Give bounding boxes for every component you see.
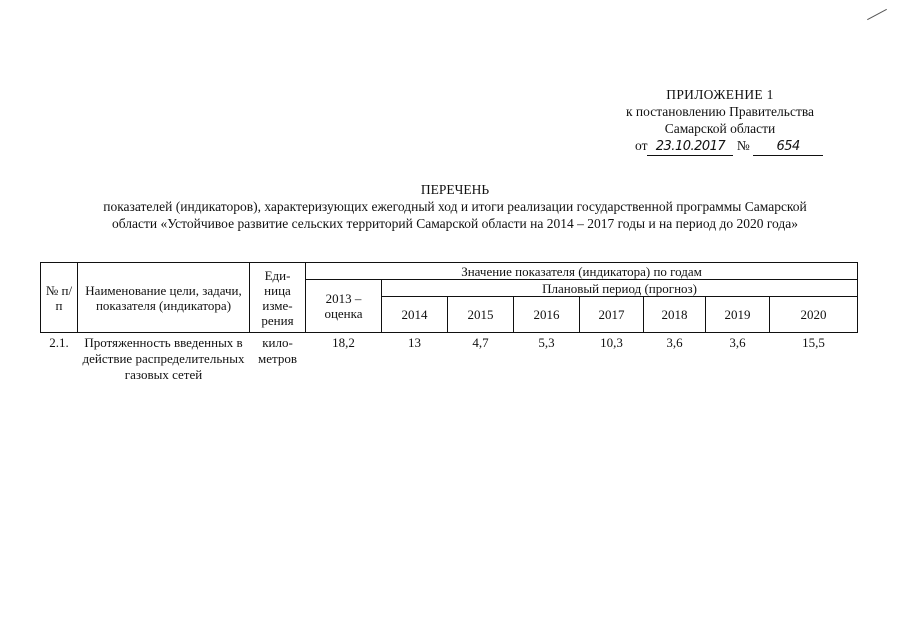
number-label: № (736, 138, 750, 153)
heading-line-1: показателей (индикаторов), характеризующих ежегодный ход и итоги реализации государственной программы Самарской (103, 199, 807, 214)
heading-line-2: области «Устойчивое развитие сельских территорий Самарской области на 2014 – 2017 годы и на период до 2020 года» (111, 216, 798, 231)
header-plan-group: Плановый период (прогноз) (382, 280, 858, 297)
handwritten-date: 23.10.2017 (647, 138, 733, 156)
header-year: 2016 (514, 297, 580, 333)
header-year: 2020 (770, 297, 858, 333)
row-value: 5,3 (538, 335, 555, 350)
scan-corner-mark (867, 9, 887, 20)
document-heading (40, 181, 870, 232)
appendix-title: ПРИЛОЖЕНИЕ 1 (666, 87, 774, 102)
header-estimate: 2013 – оценка (306, 280, 382, 333)
table-row (41, 333, 858, 386)
header-unit: Еди- ница изме- рения (250, 263, 306, 333)
row-value: 3,6 (729, 335, 746, 350)
from-label: от (635, 138, 648, 153)
header-year: 2019 (706, 297, 770, 333)
row-unit: кило- метров (258, 335, 297, 366)
row-value: 4,7 (472, 335, 489, 350)
indicators-table (40, 262, 858, 385)
header-year: 2014 (382, 297, 448, 333)
row-value: 10,3 (600, 335, 623, 350)
appendix-block (560, 86, 880, 156)
header-name: Наименование цели, задачи, показателя (индикатора) (78, 263, 250, 333)
row-value: 3,6 (666, 335, 683, 350)
appendix-region-line: Самарской области (664, 121, 776, 136)
row-num: 2.1. (49, 335, 69, 350)
appendix-resolution-line: к постановлению Правительства (625, 104, 815, 119)
row-estimate: 18,2 (332, 335, 355, 350)
row-value: 13 (408, 335, 421, 350)
heading-title: ПЕРЕЧЕНЬ (420, 182, 490, 197)
appendix-date-number-line (560, 137, 880, 156)
row-value: 15,5 (802, 335, 825, 350)
header-num: № п/п (41, 263, 78, 333)
header-year: 2017 (580, 297, 644, 333)
header-year: 2015 (448, 297, 514, 333)
row-name: Протяженность введенных в действие распределительных газовых сетей (82, 335, 245, 382)
handwritten-number: 654 (753, 138, 823, 156)
header-year: 2018 (644, 297, 706, 333)
header-values-group: Значение показателя (индикатора) по годам (306, 263, 858, 280)
